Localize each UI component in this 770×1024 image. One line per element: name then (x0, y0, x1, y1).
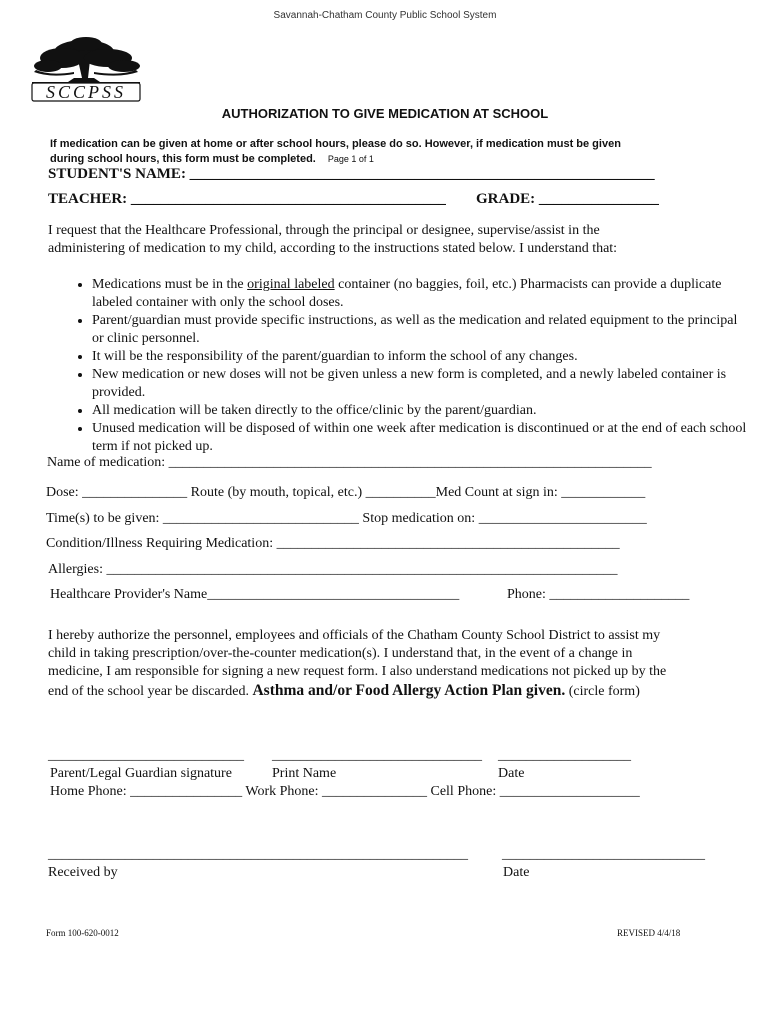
received-by-label: Received by (48, 865, 118, 880)
rule-item: • Unused medication will be disposed of within one week after medication is discontinued or at the end of each school term if not picked up. (92, 420, 752, 456)
medication-name-field[interactable]: Name of medication: _____________________________________________________________________ (47, 455, 652, 470)
intro-line-2-text: during school hours, this form must be completed. (50, 153, 316, 165)
oak-tree-icon (28, 36, 144, 102)
request-line-1: I request that the Healthcare Professional, through the principal or designee, supervise/assist in the (48, 223, 600, 238)
received-date-line[interactable]: _____________________________ (502, 847, 705, 862)
rule-item: • It will be the responsibility of the parent/guardian to inform the school of any changes. (92, 348, 752, 366)
authorization-line-2: child in taking prescription/over-the-counter medication(s). I understand that, in the event of a change in (48, 646, 633, 661)
student-name-field[interactable]: STUDENT'S NAME: ______________________________________________________________ (48, 166, 655, 182)
rule-text: Medications must be in the (92, 277, 248, 292)
intro-line-2 (50, 153, 374, 165)
rule-emphasis: original labeled (247, 277, 335, 292)
authorization-text: end of the school year be discarded. (48, 684, 253, 699)
received-date-label: Date (503, 865, 530, 880)
print-name-line[interactable]: ______________________________ (272, 748, 482, 763)
provider-name-field[interactable]: Healthcare Provider's Name____________________________________ (50, 587, 460, 602)
rule-item: • All medication will be taken directly to the office/clinic by the parent/guardian. (92, 402, 752, 420)
form-title: AUTHORIZATION TO GIVE MEDICATION AT SCHOOL (221, 106, 549, 121)
authorization-line-1: I hereby authorize the personnel, employees and officials of the Chatham County School District to assist my (48, 628, 661, 643)
date-line[interactable]: ___________________ (498, 748, 631, 763)
date-label: Date (498, 766, 525, 781)
system-header: Savannah-Chatham County Public School System (273, 10, 497, 21)
sccpss-logo (28, 36, 144, 102)
allergies-field[interactable]: Allergies: _________________________________________________________________________ (48, 562, 618, 577)
page-indicator: Page 1 of 1 (327, 154, 374, 164)
request-line-2: administering of medication to my child, according to the instructions stated below. I understand that: (48, 241, 618, 256)
rule-item: • Parent/guardian must provide specific instructions, as well as the medication and related equipment to the principal or clinic personnel. (92, 312, 752, 348)
intro-line-1: If medication can be given at home or after school hours, please do so. However, if medication must be given (50, 138, 621, 150)
teacher-field[interactable]: TEACHER: __________________________________________ (48, 191, 446, 207)
rule-item (92, 276, 752, 312)
times-stop-field[interactable]: Time(s) to be given: ____________________________ Stop medication on: ________________________ (46, 511, 647, 526)
parent-signature-label: Parent/Legal Guardian signature (50, 766, 232, 781)
authorization-text: (circle form) (565, 684, 640, 699)
grade-field[interactable]: GRADE: ________________ (476, 191, 659, 207)
authorization-line-4 (48, 682, 640, 700)
revised-date: REVISED 4/4/18 (617, 928, 681, 938)
authorization-line-3: medicine, I am responsible for signing a new request form. I also understand medications not picked up by the (48, 664, 667, 679)
rules-list (66, 276, 752, 456)
provider-phone-field[interactable]: Phone: ____________________ (507, 587, 690, 602)
dose-route-count-field[interactable]: Dose: _______________ Route (by mouth, topical, etc.) __________Med Count at sign in: ____________ (46, 485, 646, 500)
rule-text: container (no baggies, foil, etc.) Pharmacists can provide a duplicate labeled container with only the school doses. (92, 277, 722, 310)
print-name-label: Print Name (272, 766, 337, 781)
action-plan-option[interactable]: Asthma and/or Food Allergy Action Plan given. (252, 682, 566, 699)
logo-text: SCCPSS (45, 82, 127, 102)
received-by-line[interactable]: ____________________________________________________________ (48, 847, 468, 862)
phone-fields[interactable]: Home Phone: ________________ Work Phone: _______________ Cell Phone: ____________________ (50, 784, 640, 799)
parent-signature-line[interactable]: ____________________________ (48, 748, 244, 763)
rule-item: • New medication or new doses will not be given unless a new form is completed, and a newly labeled container is provided. (92, 366, 752, 402)
condition-field[interactable]: Condition/Illness Requiring Medication: _________________________________________________ (46, 536, 620, 551)
form-number: Form 100-620-0012 (46, 928, 119, 938)
